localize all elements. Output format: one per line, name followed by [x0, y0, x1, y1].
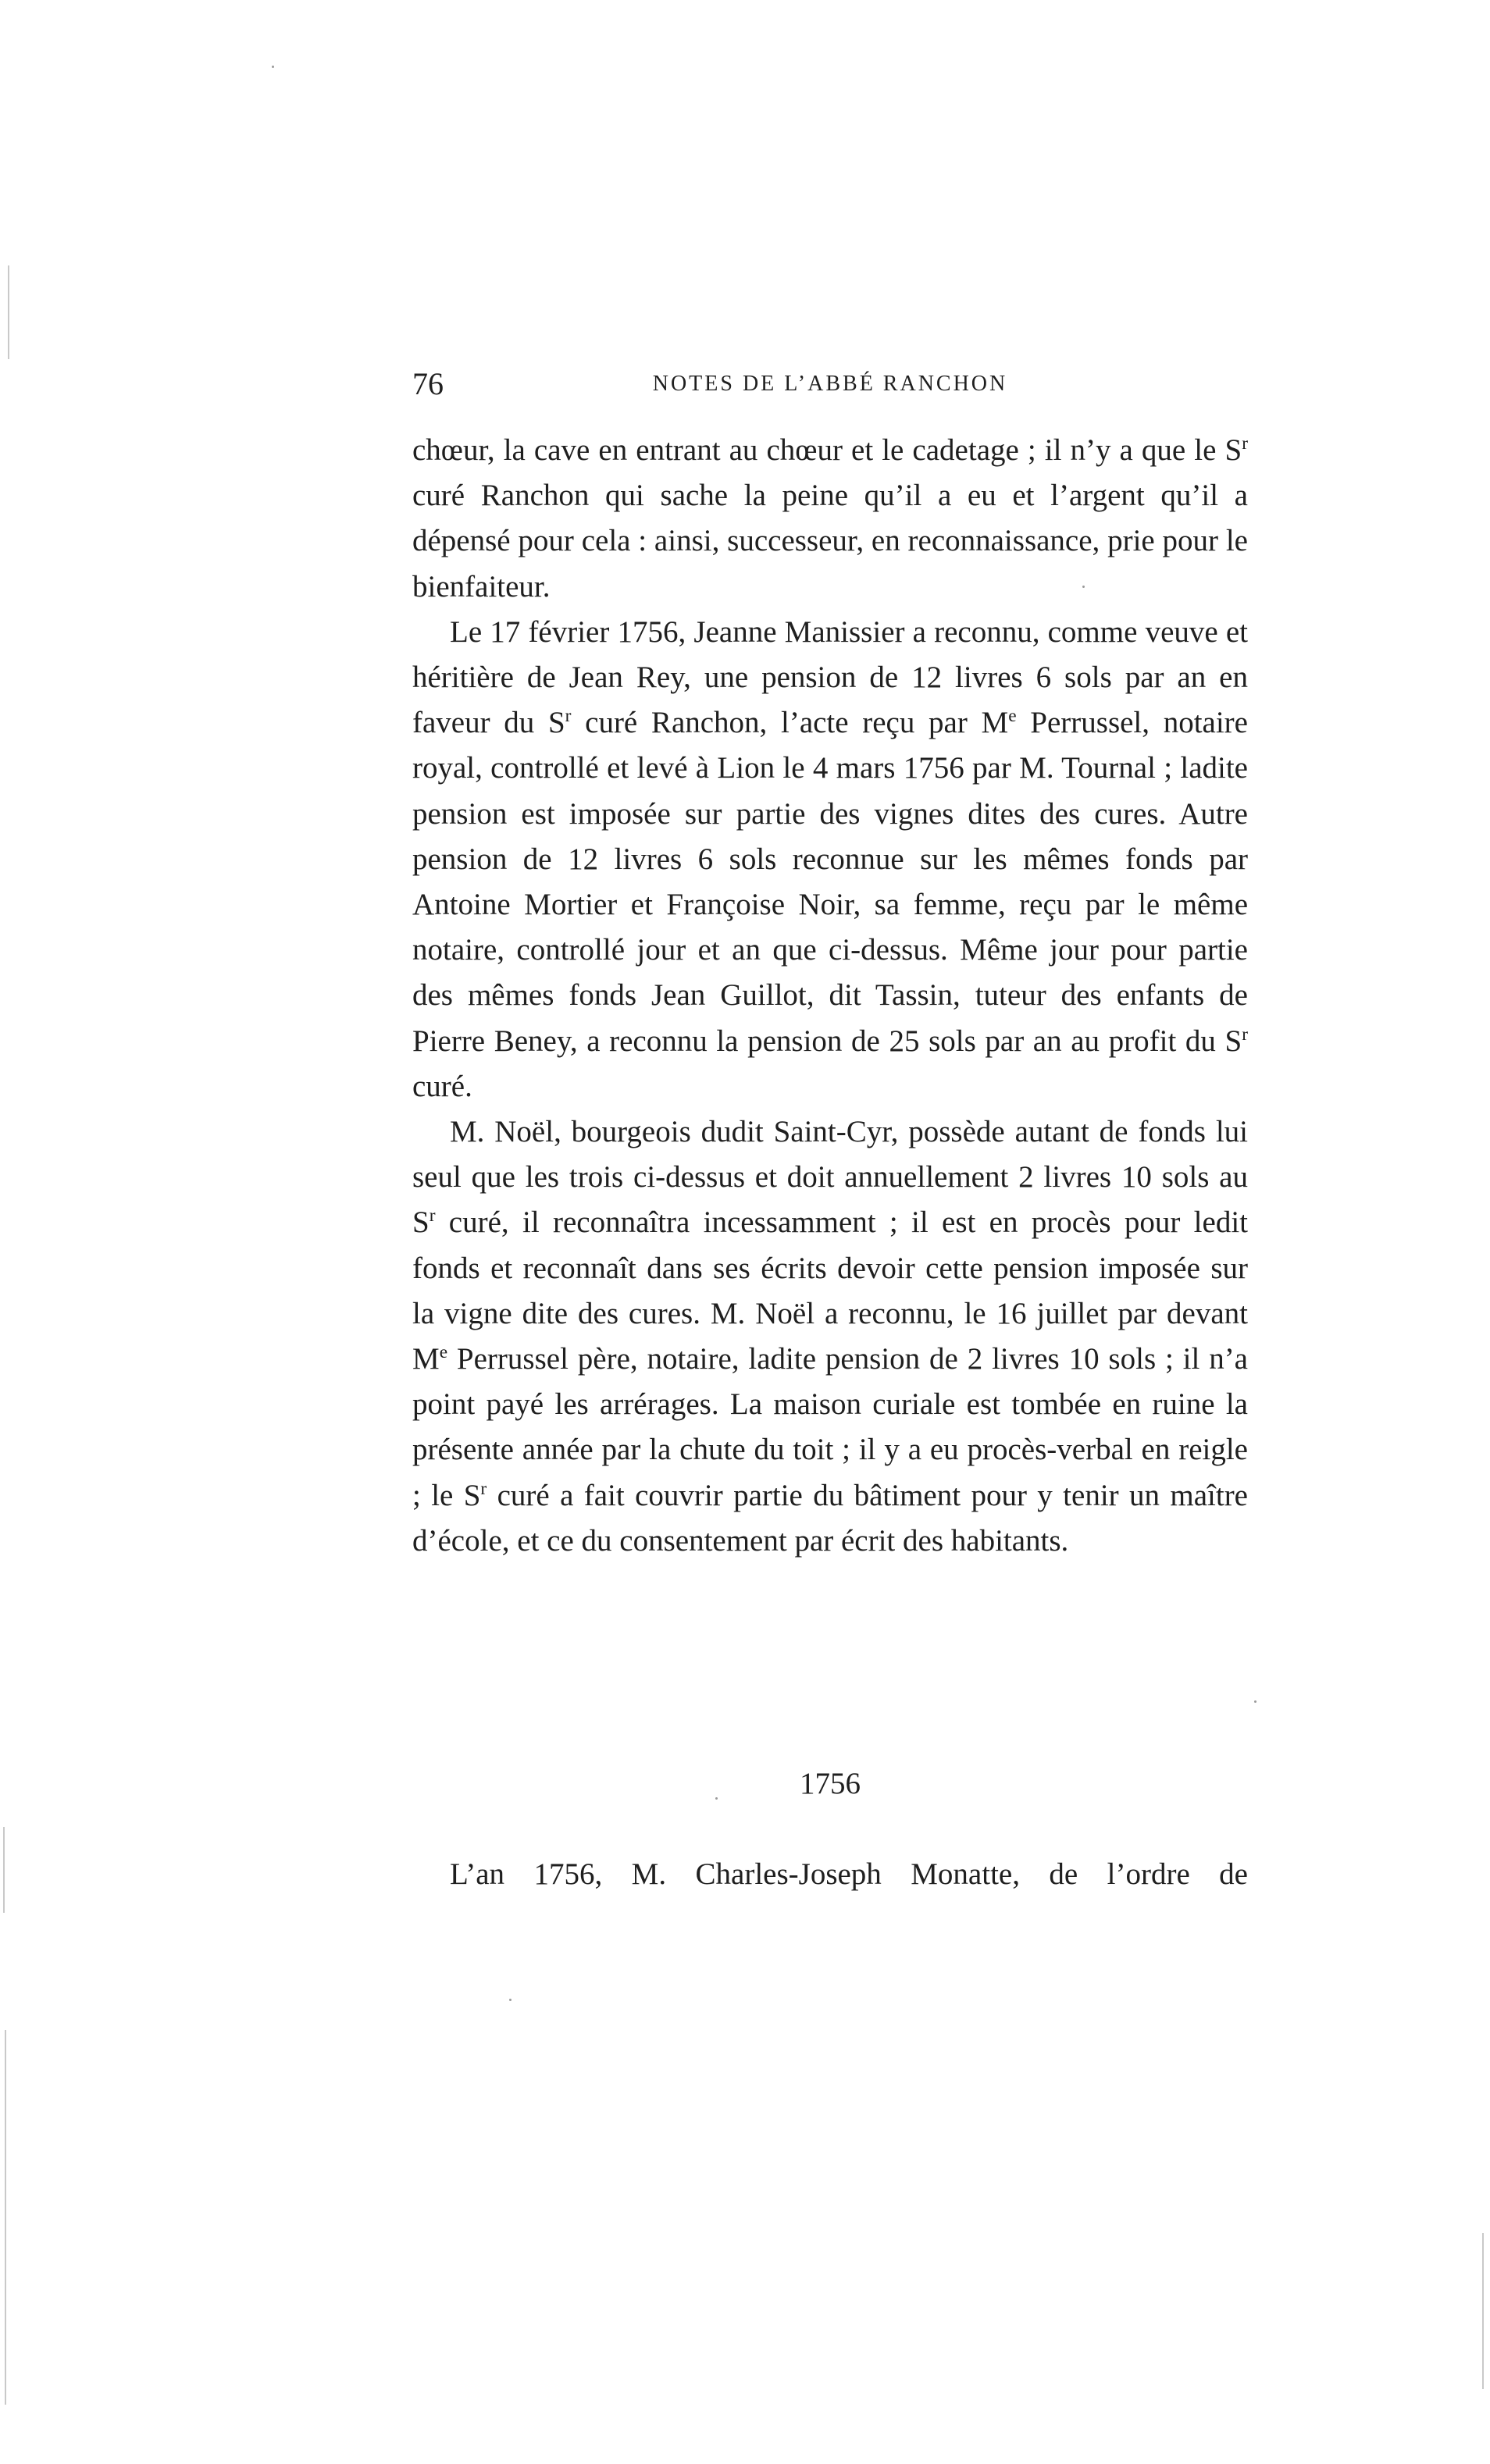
text-run: curé, il reconnaîtra incessamment ; il est en procès pour ledit fonds et reconnaît dans ses écrits devoir cette pension imposée sur la vigne dite des cures. M. Noël a reconnu, le 16 juillet par devant M — [412, 1205, 1248, 1376]
page-number: 76 — [412, 366, 444, 401]
scan-speck — [1254, 1700, 1257, 1703]
superscript: e — [439, 1342, 448, 1363]
scan-speck — [1082, 586, 1085, 588]
superscript: r — [1242, 433, 1248, 454]
page-header — [412, 365, 1248, 412]
scan-edge-artifact — [3, 1827, 5, 1913]
text-run: curé. — [412, 1069, 472, 1103]
section-year-heading: 1756 — [800, 1767, 861, 1800]
scan-edge-artifact — [5, 2030, 6, 2405]
text-run: Le 17 février 1756, Jeanne Manissier a reconnu, comme veuve et héritière de Jean Rey, une pension de 12 livres 6 sols par an en faveur du S — [412, 614, 1248, 740]
superscript: r — [480, 1478, 487, 1499]
text-run: curé Ranchon qui sache la peine qu’il a eu et l’argent qu’il a dépensé pour cela : ainsi, successeur, en reconnaissance, prie pour le bienfaiteur. — [412, 479, 1248, 604]
text-run: curé a fait couvrir partie du bâtiment pour y tenir un maître d’école, et ce du consentement par écrit des habitants. — [412, 1478, 1248, 1558]
scan-edge-artifact — [8, 265, 9, 359]
superscript: e — [1008, 706, 1017, 727]
running-head: NOTES DE L’ABBÉ RANCHON — [652, 372, 1008, 396]
paragraph-pension-1756 — [412, 610, 1248, 1109]
paragraph-continuation — [412, 428, 1248, 610]
paragraph-monatte: L’an 1756, M. Charles-Joseph Monatte, de l’ordre de — [450, 1857, 1248, 1891]
scan-speck — [509, 1999, 512, 2001]
text-run: M. Noël, bourgeois dudit Saint-Cyr, possède autant de fonds lui seul que les trois ci-dessus et doit annuellement 2 livres 10 sols au S — [412, 1115, 1248, 1240]
text-run: Perrussel père, notaire, ladite pension de 2 livres 10 sols ; il n’a point payé les arrérages. La maison curiale est tombée en ruine la présente année par la chute du toit ; il y a eu procès-verbal en reigle ; le S — [412, 1342, 1248, 1512]
text-run: curé Ranchon, l’acte reçu par M — [571, 706, 1009, 740]
superscript: r — [1242, 1024, 1248, 1045]
paragraph-noel — [412, 1109, 1248, 1564]
body-text — [412, 428, 1248, 1564]
text-run: Perrussel, notaire royal, controllé et levé à Lion le 4 mars 1756 par M. Tournal ; ladite pension est imposée sur partie des vignes dites des cures. Autre pension de 12 livres 6 sols reconnue sur les mêmes fonds par Antoine Mortier et Françoise Noir, sa femme, reçu par le même notaire, controllé jour et an que ci-dessus. Même jour pour partie des mêmes fonds Jean Guillot, dit Tassin, tuteur des enfants de Pierre Beney, a reconnu la pension de 25 sols par an au profit du S — [412, 706, 1248, 1058]
superscript: r — [429, 1205, 436, 1227]
scan-speck — [272, 66, 274, 68]
superscript: r — [565, 706, 572, 727]
scan-edge-artifact — [1482, 2233, 1484, 2389]
scan-speck — [715, 1797, 718, 1800]
text-run: chœur, la cave en entrant au chœur et le cadetage ; il n’y a que le S — [412, 433, 1242, 467]
